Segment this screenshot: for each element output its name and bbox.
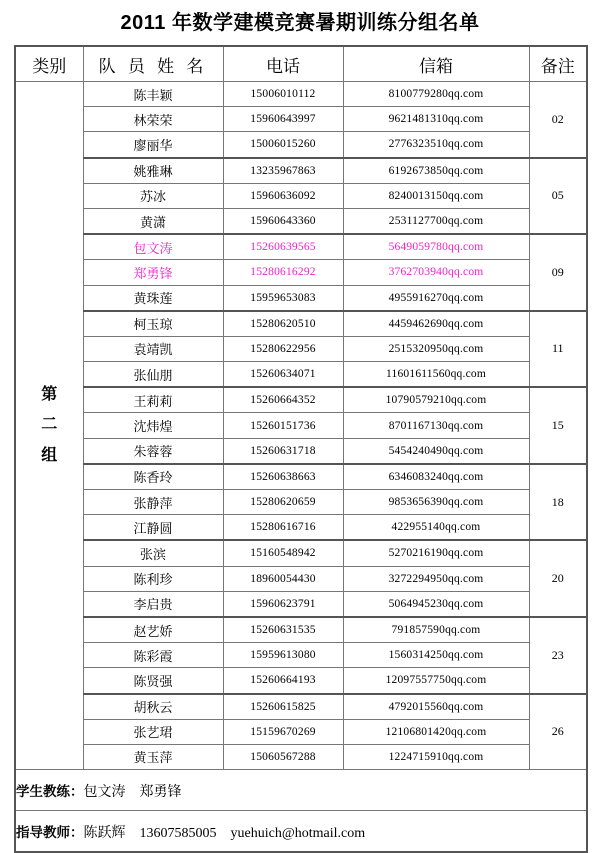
member-name: 沈炜煌	[83, 413, 223, 438]
member-phone: 15280622956	[223, 336, 343, 361]
member-phone: 15260639565	[223, 234, 343, 260]
member-name: 张仙朋	[83, 362, 223, 388]
member-name: 陈丰颖	[83, 82, 223, 107]
member-phone: 15960643997	[223, 107, 343, 132]
table-row	[15, 336, 587, 361]
member-email: 6192673850qq.com	[343, 158, 529, 184]
member-name: 胡秋云	[83, 694, 223, 720]
member-email: 2776323510qq.com	[343, 132, 529, 158]
member-email: 8100779280qq.com	[343, 82, 529, 107]
advisor-phone: 13607585005	[139, 825, 217, 841]
member-phone: 15960643360	[223, 208, 343, 234]
member-phone: 15006015260	[223, 132, 343, 158]
member-name: 陈彩霞	[83, 643, 223, 668]
table-row	[15, 413, 587, 438]
member-name: 柯玉琼	[83, 311, 223, 337]
category-cell	[15, 82, 83, 770]
member-email: 12097557750qq.com	[343, 668, 529, 694]
header-row	[15, 46, 587, 82]
member-phone: 15160548942	[223, 540, 343, 566]
category-label	[16, 380, 83, 471]
member-phone: 15260615825	[223, 694, 343, 720]
advisor-row	[15, 811, 587, 853]
member-phone: 13235967863	[223, 158, 343, 184]
member-name: 林荣荣	[83, 107, 223, 132]
member-email: 8701167130qq.com	[343, 413, 529, 438]
column-header-phone: 电话	[223, 46, 343, 82]
member-name: 张静萍	[83, 490, 223, 515]
table-row	[15, 208, 587, 234]
member-name: 江静圆	[83, 515, 223, 541]
table-header	[15, 46, 587, 82]
member-name: 陈贤强	[83, 668, 223, 694]
page-title: 2011 年数学建模竞赛暑期训练分组名单	[120, 12, 480, 34]
member-email: 5270216190qq.com	[343, 540, 529, 566]
member-name: 陈利珍	[83, 566, 223, 591]
table-row	[15, 183, 587, 208]
member-phone: 15260631718	[223, 438, 343, 464]
member-phone: 15960636092	[223, 183, 343, 208]
column-header-note: 备注	[529, 46, 587, 82]
member-email: 791857590qq.com	[343, 617, 529, 643]
member-phone: 15280616716	[223, 515, 343, 541]
table-row	[15, 464, 587, 490]
member-phone: 15260151736	[223, 413, 343, 438]
category-char: 二	[41, 416, 58, 434]
table-row	[15, 107, 587, 132]
group-note: 20	[529, 540, 587, 617]
member-email: 3762703940qq.com	[343, 260, 529, 285]
table-row	[15, 132, 587, 158]
member-phone: 15260634071	[223, 362, 343, 388]
member-email: 4459462690qq.com	[343, 311, 529, 337]
member-name: 张艺珺	[83, 719, 223, 744]
member-phone: 18960054430	[223, 566, 343, 591]
group-note: 18	[529, 464, 587, 541]
member-name: 张滨	[83, 540, 223, 566]
table-row	[15, 515, 587, 541]
table-row	[15, 744, 587, 769]
table-row	[15, 643, 587, 668]
student-coach-cell	[15, 770, 587, 811]
member-email: 11601611560qq.com	[343, 362, 529, 388]
advisor-name: 陈跃辉	[83, 825, 126, 841]
member-name: 黄潇	[83, 208, 223, 234]
member-name: 苏冰	[83, 183, 223, 208]
member-name: 黄珠莲	[83, 285, 223, 311]
member-name: 袁靖凯	[83, 336, 223, 361]
member-name: 廖丽华	[83, 132, 223, 158]
table-footer	[15, 770, 587, 853]
roster-table-container	[14, 45, 586, 853]
member-email: 5064945230qq.com	[343, 591, 529, 617]
member-email: 422955140qq.com	[343, 515, 529, 541]
member-email: 1560314250qq.com	[343, 643, 529, 668]
member-name: 朱蓉蓉	[83, 438, 223, 464]
student-coach-value: 包文涛 郑勇锋	[83, 784, 182, 800]
member-email: 5454240490qq.com	[343, 438, 529, 464]
member-phone: 15260664352	[223, 387, 343, 413]
table-row	[15, 234, 587, 260]
category-char: 第	[41, 385, 58, 403]
member-email: 12106801420qq.com	[343, 719, 529, 744]
column-header-email: 信箱	[343, 46, 529, 82]
column-header-name: 队 员 姓 名	[83, 46, 223, 82]
member-email: 5649059780qq.com	[343, 234, 529, 260]
table-row	[15, 82, 587, 107]
member-email: 6346083240qq.com	[343, 464, 529, 490]
member-email: 3272294950qq.com	[343, 566, 529, 591]
group-note: 11	[529, 311, 587, 388]
member-phone: 15060567288	[223, 744, 343, 769]
member-name: 姚雅琳	[83, 158, 223, 184]
group-note: 09	[529, 234, 587, 311]
table-row	[15, 311, 587, 337]
member-phone: 15006010112	[223, 82, 343, 107]
member-name: 黄玉萍	[83, 744, 223, 769]
member-phone: 15260638663	[223, 464, 343, 490]
member-email: 9853656390qq.com	[343, 490, 529, 515]
member-phone: 15960623791	[223, 591, 343, 617]
column-header-category: 类别	[15, 46, 83, 82]
table-row	[15, 387, 587, 413]
advisor-label: 指导教师：	[16, 824, 84, 840]
table-row	[15, 158, 587, 184]
student-coach-row	[15, 770, 587, 811]
member-phone: 15959613080	[223, 643, 343, 668]
member-phone: 15959653083	[223, 285, 343, 311]
member-name: 王莉莉	[83, 387, 223, 413]
member-email: 8240013150qq.com	[343, 183, 529, 208]
table-row	[15, 617, 587, 643]
advisor-email: yuehuich@hotmail.com	[230, 825, 366, 841]
member-email: 4955916270qq.com	[343, 285, 529, 311]
member-phone: 15280620510	[223, 311, 343, 337]
member-name: 郑勇锋	[83, 260, 223, 285]
member-name: 赵艺娇	[83, 617, 223, 643]
member-email: 9621481310qq.com	[343, 107, 529, 132]
student-coach-label: 学生教练：	[16, 783, 84, 799]
table-row	[15, 694, 587, 720]
group-note: 23	[529, 617, 587, 694]
table-row	[15, 260, 587, 285]
table-row	[15, 285, 587, 311]
member-email: 2531127700qq.com	[343, 208, 529, 234]
member-phone: 15260631535	[223, 617, 343, 643]
member-name: 李启贵	[83, 591, 223, 617]
member-name: 陈香玲	[83, 464, 223, 490]
member-email: 10790579210qq.com	[343, 387, 529, 413]
member-email: 4792015560qq.com	[343, 694, 529, 720]
member-phone: 15280620659	[223, 490, 343, 515]
group-note: 02	[529, 82, 587, 158]
advisor-cell	[15, 811, 587, 853]
table-row	[15, 566, 587, 591]
table-row	[15, 668, 587, 694]
table-body	[15, 82, 587, 770]
table-row	[15, 540, 587, 566]
member-name: 包文涛	[83, 234, 223, 260]
category-char: 组	[41, 446, 58, 464]
member-phone: 15159670269	[223, 719, 343, 744]
table-row	[15, 438, 587, 464]
table-row	[15, 719, 587, 744]
table-row	[15, 591, 587, 617]
group-note: 05	[529, 158, 587, 235]
table-row	[15, 362, 587, 388]
table-row	[15, 490, 587, 515]
group-note: 15	[529, 387, 587, 464]
member-email: 1224715910qq.com	[343, 744, 529, 769]
member-phone: 15280616292	[223, 260, 343, 285]
member-phone: 15260664193	[223, 668, 343, 694]
roster-table	[14, 45, 588, 853]
member-email: 2515320950qq.com	[343, 336, 529, 361]
group-note: 26	[529, 694, 587, 770]
